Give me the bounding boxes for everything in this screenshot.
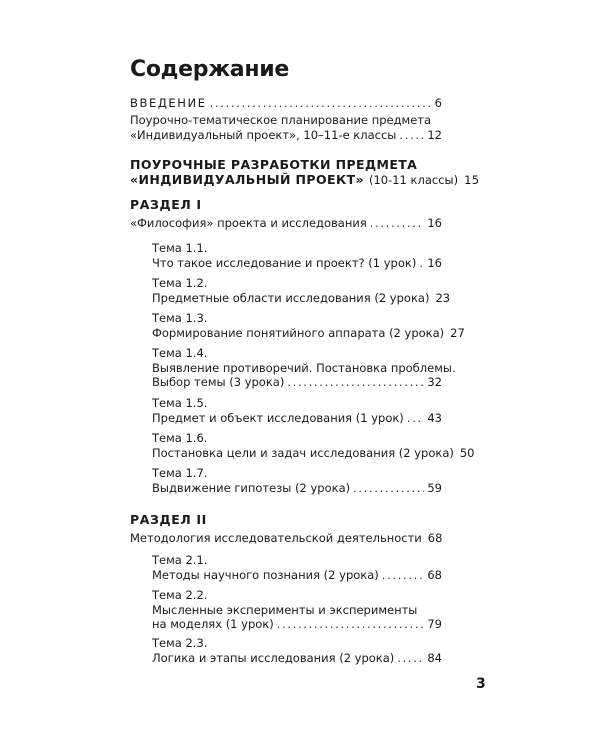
- toc-topic: [152, 636, 442, 665]
- toc-heading-classes: (10-11 классы): [368, 173, 459, 187]
- topic-number: Тема 1.5.: [152, 396, 208, 410]
- toc-entry-intro: [130, 96, 442, 111]
- topic-title: на моделях (1 урок): [152, 617, 274, 631]
- topic-number: Тема 1.3.: [152, 311, 208, 325]
- toc-topic: [152, 276, 451, 305]
- leader-dots: [277, 617, 425, 632]
- leader-dots: [407, 411, 425, 426]
- leader-dots: [399, 128, 424, 143]
- section-heading: РАЗДЕЛ II: [130, 512, 207, 527]
- toc-topic: [152, 311, 465, 340]
- topic-title: Выбор темы (3 урока): [152, 375, 285, 389]
- topic-number: Тема 1.2.: [152, 276, 208, 290]
- topic-title-line: Выявление противоречий. Постановка проблемы.: [152, 360, 456, 375]
- toc-page-number: 15: [464, 173, 480, 187]
- topic-number: Тема 1.1.: [152, 241, 208, 255]
- leader-dots: [287, 375, 424, 390]
- toc-entry-section-title: [130, 531, 442, 546]
- toc-entry-label: Методология исследовательской деятельности: [130, 531, 422, 545]
- leader-dots: [210, 96, 432, 111]
- leader-dots: [419, 256, 424, 271]
- toc-topic: [152, 241, 442, 270]
- toc-heading-bold: «ИНДИВИДУАЛЬНЫЙ ПРОЕКТ»: [130, 172, 364, 187]
- toc-page-number: 16: [427, 255, 442, 270]
- topic-title: Выдвижение гипотезы (2 урока): [152, 480, 351, 495]
- section-heading: РАЗДЕЛ I: [130, 197, 202, 212]
- leader-dots: [397, 651, 424, 666]
- toc-entry-planning: [130, 113, 442, 142]
- toc-page-number: 68: [427, 531, 443, 545]
- toc-page-number: 43: [427, 410, 442, 425]
- toc-page-number: 50: [459, 445, 475, 460]
- toc-entry-lessons-heading: [130, 157, 480, 188]
- toc-topic: [152, 553, 442, 582]
- toc-entry-line: Поурочно-тематическое планирование предмета: [130, 113, 432, 127]
- toc-entry-label: «Индивидуальный проект», 10–11-е классы: [130, 127, 397, 142]
- topic-number: Тема 1.4.: [152, 346, 208, 360]
- page-number: 3: [476, 676, 486, 692]
- topic-number: Тема 2.2.: [152, 588, 208, 602]
- toc-page-number: 68: [427, 567, 442, 582]
- toc-page-number: 32: [427, 375, 442, 389]
- toc-page-number: 23: [435, 290, 451, 305]
- toc-topic: [152, 431, 475, 460]
- leader-dots: [370, 216, 425, 231]
- toc-entry-label: «Философия» проекта и исследования: [130, 216, 367, 230]
- toc-topic: [152, 588, 442, 632]
- toc-page-number: 59: [427, 480, 442, 495]
- leader-dots: [382, 568, 425, 583]
- topic-title: Постановка цели и задач исследования (2 урока): [152, 445, 454, 460]
- topic-title: Предмет и объект исследования (1 урок): [152, 410, 404, 425]
- toc-page-number: 6: [434, 96, 442, 110]
- toc-page-number: 16: [427, 216, 442, 230]
- topic-number: Тема 1.6.: [152, 431, 208, 445]
- toc-topic: [152, 346, 456, 390]
- topic-title: Что такое исследование и проект? (1 урок): [152, 255, 417, 270]
- toc-page-number: 27: [450, 325, 465, 340]
- topic-title-line: Мысленные эксперименты и эксперименты: [152, 602, 418, 617]
- topic-title: Формирование понятийного аппарата (2 урока): [152, 325, 445, 340]
- toc-entry-label: ВВЕДЕНИЕ: [130, 96, 207, 110]
- toc-entry-section-title: [130, 216, 442, 231]
- topic-title: Логика и этапы исследования (2 урока): [152, 650, 395, 665]
- toc-page-number: 79: [427, 617, 442, 631]
- topic-title: Методы научного познания (2 урока): [152, 567, 379, 582]
- toc-page-number: 84: [427, 650, 442, 665]
- toc-topic: [152, 466, 442, 495]
- topic-number: Тема 2.1.: [152, 553, 208, 567]
- page-title: Содержание: [130, 57, 289, 82]
- toc-topic: [152, 396, 442, 425]
- topic-title: Предметные области исследования (2 урока): [152, 290, 430, 305]
- topic-number: Тема 2.3.: [152, 636, 208, 650]
- leader-dots: [353, 481, 424, 496]
- toc-heading-line: ПОУРОЧНЫЕ РАЗРАБОТКИ ПРЕДМЕТА: [130, 157, 418, 172]
- toc-page-number: 12: [427, 127, 442, 142]
- topic-number: Тема 1.7.: [152, 466, 208, 480]
